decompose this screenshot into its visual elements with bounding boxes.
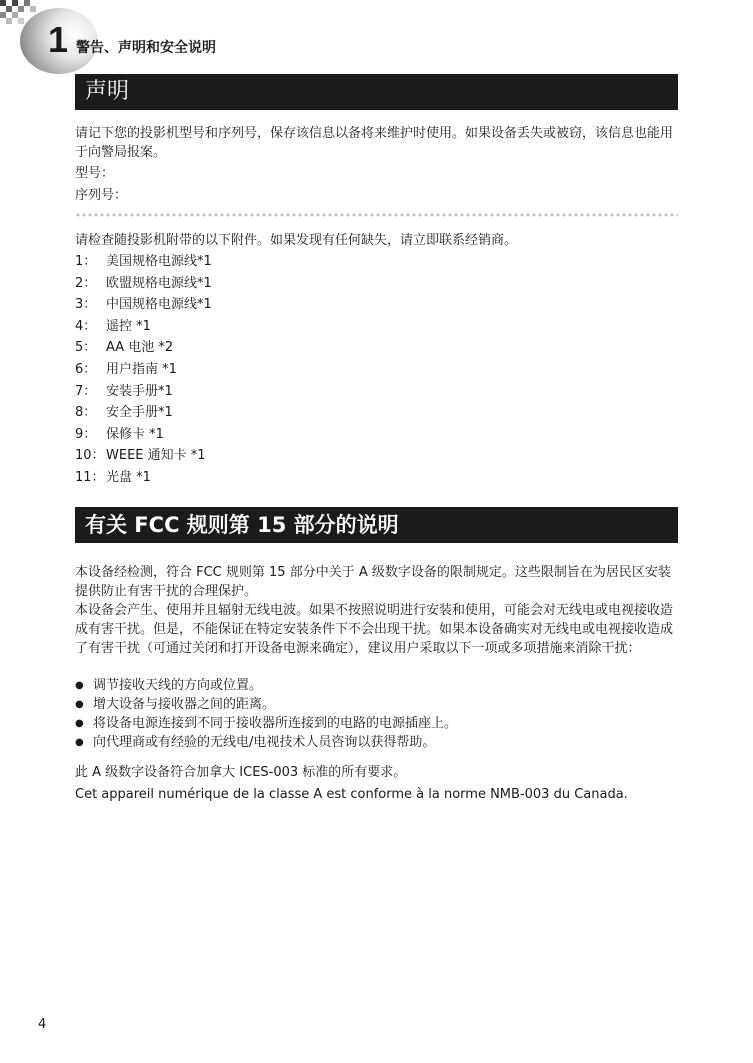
bullet-text: 将设备电源连接到不同于接收器所连接到的电路的电源插座上。 [93,716,458,731]
bullet-icon: ● [75,737,84,748]
bullet-icon: ● [75,680,84,691]
item-text: 光盘 *1 [106,469,151,485]
item-text: 遥控 *1 [106,318,151,334]
list-item [75,467,675,489]
interference-measures-list [75,676,678,752]
list-item [75,402,675,424]
item-text: 安装手册*1 [106,383,173,399]
canada-compliance-fr: Cet appareil numérique de la classe A est conforme à la norme NMB-003 du Canada. [75,787,628,802]
list-item [75,695,678,714]
statement-intro: 请记下您的投影机型号和序列号，保存该信息以备将来维护时使用。如果设备丢失或被窃，该信息也能用于向警局报案。 [75,126,674,160]
item-number: 1： [75,254,97,269]
list-item [75,381,675,403]
list-item [75,676,678,695]
item-text: 美国规格电源线*1 [106,254,212,269]
item-number: 6： [75,361,97,377]
chapter-number: 1 [48,19,69,60]
bullet-icon: ● [75,718,84,729]
item-text: AA 电池 *2 [106,340,174,356]
list-item [75,424,675,446]
dotted-divider [75,212,678,218]
item-number: 8： [75,405,97,421]
accessories-list [75,251,675,489]
item-text: WEEE 通知卡 *1 [106,448,206,464]
bullet-text: 增大设备与接收器之间的距离。 [93,697,276,712]
chapter-title: 警告、声明和安全说明 [76,40,216,56]
serial-label: 序列号： [75,188,128,203]
item-text: 欧盟规格电源线*1 [106,275,212,291]
item-number: 7： [75,383,97,399]
list-item [75,714,678,733]
list-item [75,273,675,295]
bullet-text: 向代理商或有经验的无线电/电视技术人员咨询以获得帮助。 [93,735,436,750]
list-item [75,316,675,338]
bullet-text: 调节接收天线的方向或位置。 [93,678,263,693]
item-number: 10： [75,448,105,464]
fcc-paragraph-1: 本设备经检测，符合 FCC 规则第 15 部分中关于 A 级数字设备的限制规定。这些限制旨在为居民区安装提供防止有害干扰的合理保护。 [75,565,671,599]
list-item [75,359,675,381]
list-item [75,251,675,273]
page-number: 4 [38,1017,47,1032]
fcc-paragraph-2: 本设备会产生、使用并且辐射无线电波。如果不按照说明进行安装和使用，可能会对无线电或电视接收造成有害干扰。但是，不能保证在特定安装条件下不会出现干扰。如果本设备确实对无线电或电视接收造成了有害干扰（可通过关闭和打开设备电源来确定），建议用户采取以下一项或多项措施来消除干扰： [75,603,674,656]
model-label: 型号： [75,166,115,181]
list-item [75,445,675,467]
item-number: 11： [75,469,105,485]
statement-heading: 声明 [75,74,678,110]
item-number: 9： [75,426,97,442]
item-text: 安全手册*1 [106,405,173,421]
bullet-icon: ● [75,699,84,710]
item-number: 4： [75,318,97,334]
item-number: 5： [75,340,97,356]
accessories-intro: 请检查随投影机附带的以下附件。如果发现有任何缺失，请立即联系经销商。 [75,233,518,248]
item-number: 2： [75,275,97,291]
list-item [75,733,678,752]
canada-compliance-cn: 此 A 级数字设备符合加拿大 ICES-003 标准的所有要求。 [75,765,407,780]
item-text: 保修卡 *1 [106,426,164,442]
item-number: 3： [75,297,97,313]
list-item [75,294,675,316]
list-item [75,337,675,359]
item-text: 用户指南 *1 [106,361,177,377]
fcc-heading: 有关 FCC 规则第 15 部分的说明 [75,507,678,543]
item-text: 中国规格电源线*1 [106,297,212,313]
